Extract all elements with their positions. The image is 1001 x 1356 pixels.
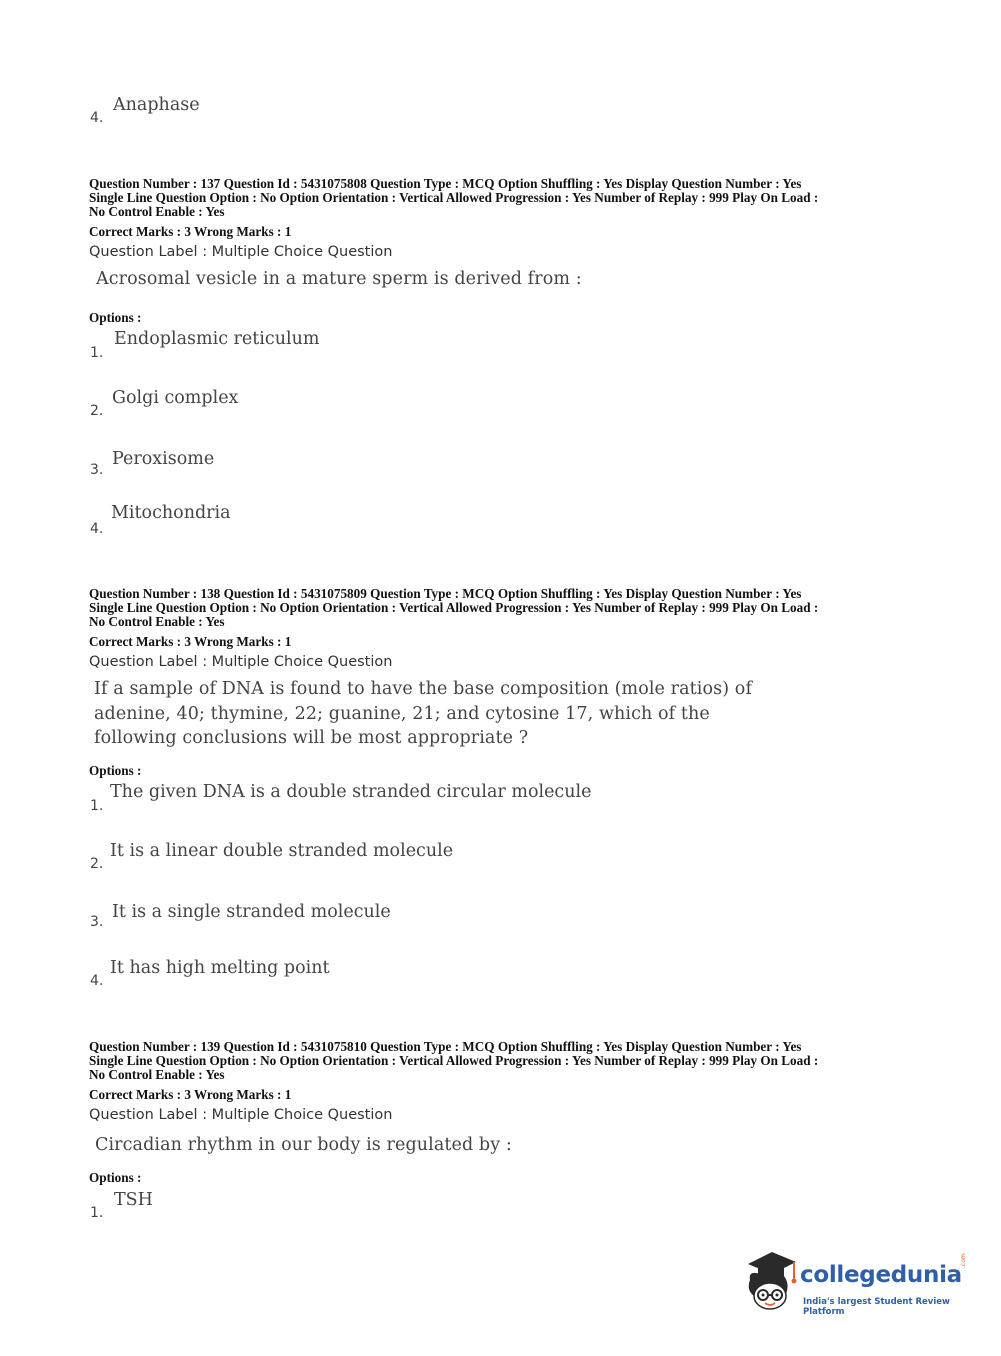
- question-text: Circadian rhythm in our body is regulated by :: [95, 1135, 512, 1155]
- option-number: 4.: [90, 973, 104, 989]
- question-meta-line: Question Number : 139 Question Id : 5431075810 Question Type : MCQ Option Shuffling : Yes Display Question Number : Yes: [89, 1039, 802, 1054]
- option-text[interactable]: Mitochondria: [111, 503, 231, 523]
- option-number: 1.: [90, 798, 104, 814]
- option-text[interactable]: It is a single stranded molecule: [112, 902, 391, 922]
- question-label: Question Label : Multiple Choice Question: [89, 654, 393, 670]
- options-title: Options :: [89, 310, 142, 325]
- option-text[interactable]: It is a linear double stranded molecule: [110, 841, 454, 861]
- logo-suffix: .com: [960, 1253, 967, 1268]
- question-meta-line: Question Number : 137 Question Id : 5431075808 Question Type : MCQ Option Shuffling : Yes Display Question Number : Yes: [89, 176, 802, 191]
- question-meta-line: No Control Enable : Yes: [89, 614, 225, 629]
- question-meta-line: No Control Enable : Yes: [89, 204, 225, 219]
- logo-wordmark: collegedunia: [800, 1262, 962, 1288]
- option-number: 2.: [90, 856, 104, 872]
- question-meta-line: No Control Enable : Yes: [89, 1067, 225, 1082]
- question-marks: Correct Marks : 3 Wrong Marks : 1: [89, 634, 292, 649]
- question-marks: Correct Marks : 3 Wrong Marks : 1: [89, 1087, 292, 1102]
- option-text: Anaphase: [113, 95, 200, 115]
- option-number: 1.: [90, 345, 104, 361]
- options-title: Options :: [89, 1170, 142, 1185]
- option-text[interactable]: Golgi complex: [112, 388, 239, 408]
- option-text[interactable]: The given DNA is a double stranded circular molecule: [110, 782, 592, 802]
- question-text: Acrosomal vesicle in a mature sperm is derived from :: [96, 269, 582, 289]
- question-meta-line: Question Number : 138 Question Id : 5431075809 Question Type : MCQ Option Shuffling : Yes Display Question Number : Yes: [89, 586, 802, 601]
- question-meta-line: Single Line Question Option : No Option Orientation : Vertical Allowed Progression : Yes Number of Replay : 999 Play On Load :: [89, 600, 819, 615]
- question-meta-line: Single Line Question Option : No Option Orientation : Vertical Allowed Progression : Yes Number of Replay : 999 Play On Load :: [89, 1053, 819, 1068]
- option-number: 2.: [90, 403, 104, 419]
- option-number: 3.: [90, 914, 104, 930]
- question-label: Question Label : Multiple Choice Question: [89, 244, 393, 260]
- collegedunia-logo[interactable]: [740, 1250, 975, 1320]
- question-text: If a sample of DNA is found to have the base composition (mole ratios) of adenine, 40; thymine, 22; guanine, 21; and cytosine 17, which of the following conclusions will be most appropriate ?: [94, 679, 753, 748]
- question-meta-line: Single Line Question Option : No Option Orientation : Vertical Allowed Progression : Yes Number of Replay : 999 Play On Load :: [89, 190, 819, 205]
- logo-tagline: India's largest Student Review Platform: [803, 1297, 950, 1317]
- option-text[interactable]: It has high melting point: [110, 958, 330, 978]
- question-marks: Correct Marks : 3 Wrong Marks : 1: [89, 224, 292, 239]
- option-text[interactable]: Endoplasmic reticulum: [114, 329, 320, 349]
- option-number: 4.: [90, 110, 104, 126]
- option-text[interactable]: Peroxisome: [112, 449, 215, 469]
- option-text[interactable]: TSH: [114, 1190, 153, 1210]
- options-title: Options :: [89, 763, 142, 778]
- option-number: 3.: [90, 462, 104, 478]
- question-label: Question Label : Multiple Choice Question: [89, 1107, 393, 1123]
- mascot-icon: [740, 1250, 800, 1316]
- option-number: 1.: [90, 1205, 104, 1221]
- option-number: 4.: [90, 521, 104, 537]
